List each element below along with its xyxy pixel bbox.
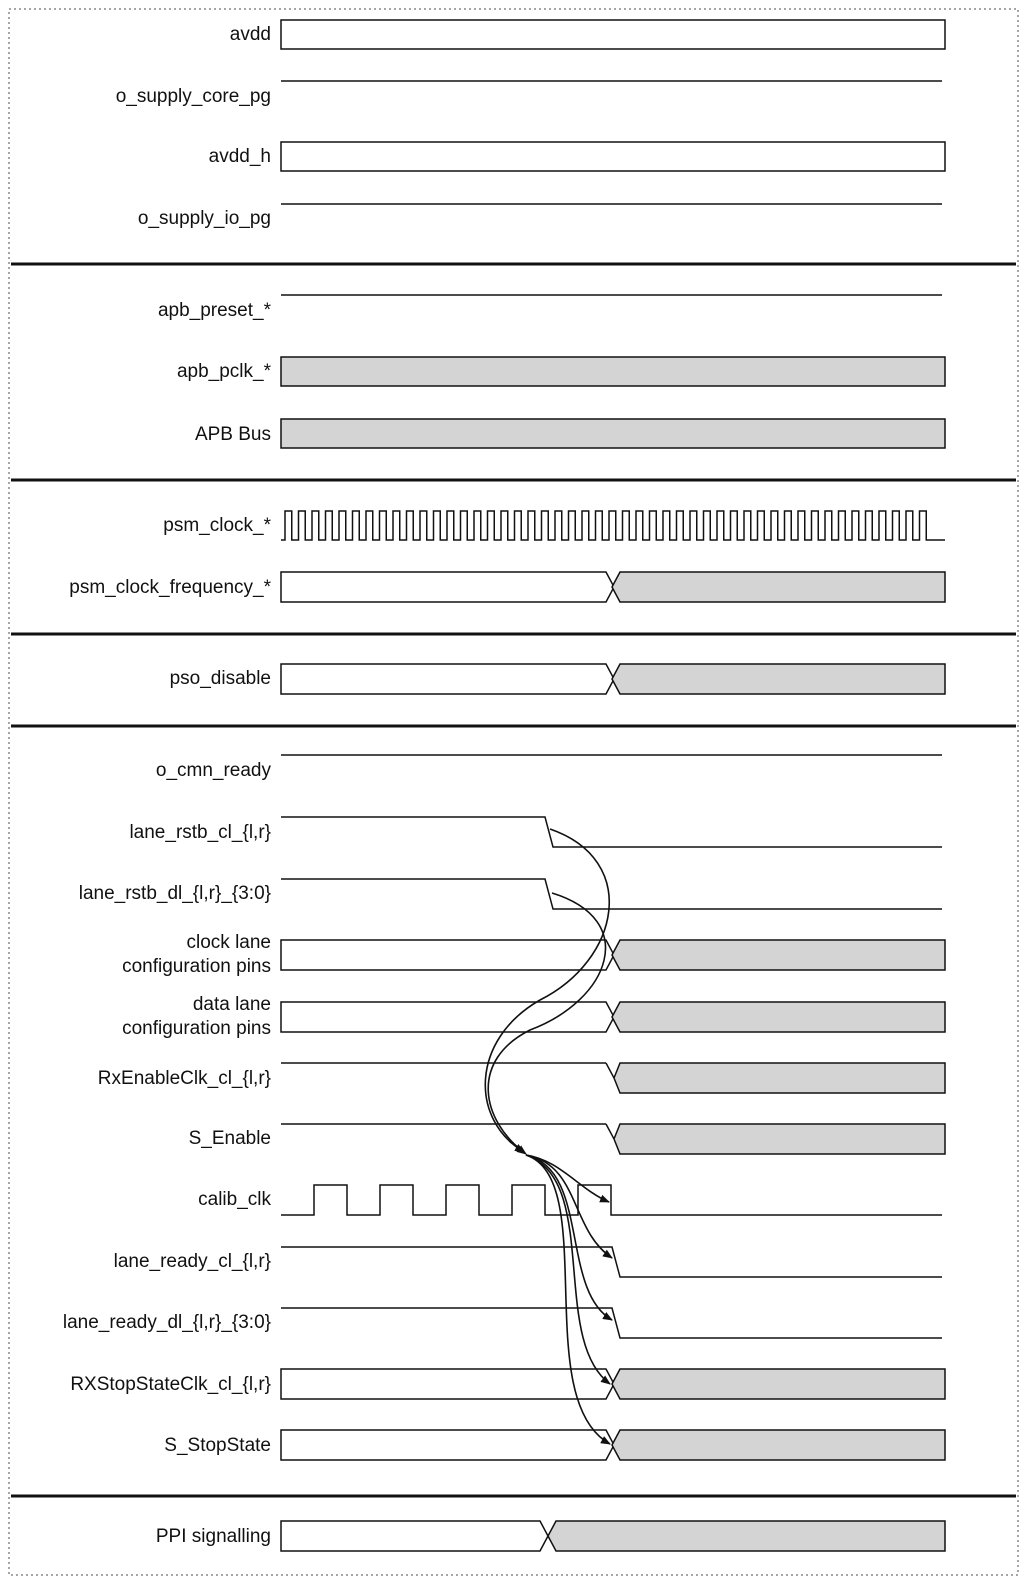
- label-lane-ready-cl: lane_ready_cl_{l,r}: [113, 1251, 271, 1272]
- label-s-stopstate: S_StopState: [164, 1435, 271, 1456]
- label-lane-rstb-dl: lane_rstb_dl_{l,r}_{3:0}: [78, 883, 271, 904]
- label-lane-rstb-cl: lane_rstb_cl_{l,r}: [129, 822, 271, 843]
- wave-calib-clk: [281, 1185, 942, 1215]
- label-data-lane-config-line1: data lane: [192, 994, 271, 1015]
- label-psm-clock: psm_clock_*: [163, 515, 271, 536]
- wave-clock-lane-config-valid: [281, 940, 614, 970]
- outer-border: [9, 9, 1018, 1575]
- arrow-s-enable-to-lane-ready-cl: [526, 1155, 612, 1258]
- wave-lane-rstb-cl: [281, 817, 942, 847]
- label-clock-lane-config-line2: configuration pins: [122, 956, 271, 977]
- wave-pso-disable-invalid: [612, 664, 945, 694]
- wave-avdd-h: [281, 142, 945, 171]
- wave-data-lane-config-valid: [281, 1002, 614, 1032]
- wave-s-stopstate-valid: [281, 1430, 614, 1460]
- label-pso-disable: pso_disable: [169, 668, 271, 689]
- arrow-s-enable-to-s-stopstate: [526, 1155, 610, 1444]
- wave-clock-lane-config-invalid: [612, 940, 945, 970]
- wave-avdd: [281, 20, 945, 49]
- wave-s-enable-invalid: [606, 1124, 945, 1154]
- wave-pso-disable-valid: [281, 664, 614, 694]
- wave-lane-ready-cl: [281, 1247, 942, 1277]
- wave-apb-pclk: [281, 357, 945, 386]
- wave-rx-stopstate-clk-valid: [281, 1369, 614, 1399]
- label-avdd: avdd: [229, 24, 271, 45]
- wave-apb-bus: [281, 419, 945, 448]
- label-rx-enable-clk: RxEnableClk_cl_{l,r}: [97, 1068, 271, 1089]
- label-rx-stopstate-clk: RXStopStateClk_cl_{l,r}: [70, 1374, 271, 1395]
- label-avdd-h: avdd_h: [208, 146, 271, 167]
- wave-lane-ready-dl: [281, 1308, 942, 1338]
- label-o-cmn-ready: o_cmn_ready: [155, 760, 271, 781]
- label-apb-pclk: apb_pclk_*: [176, 361, 271, 382]
- label-lane-ready-dl: lane_ready_dl_{l,r}_{3:0}: [62, 1312, 271, 1333]
- wave-lane-rstb-dl: [281, 879, 942, 909]
- label-ppi-signalling: PPI signalling: [155, 1526, 271, 1547]
- arrow-s-enable-to-lane-ready-dl: [526, 1155, 612, 1320]
- wave-psm-clock-frequency-invalid: [612, 572, 945, 602]
- wave-psm-clock-frequency-valid: [281, 572, 614, 602]
- label-clock-lane-config-line1: clock lane: [186, 932, 271, 953]
- label-calib-clk: calib_clk: [198, 1189, 271, 1210]
- wave-psm-clock: [281, 511, 945, 540]
- label-o-supply-io-pg: o_supply_io_pg: [137, 208, 271, 229]
- wave-ppi-signalling-valid: [281, 1521, 548, 1551]
- wave-s-stopstate-invalid: [612, 1430, 945, 1460]
- label-apb-preset: apb_preset_*: [157, 300, 271, 321]
- wave-rx-stopstate-clk-invalid: [612, 1369, 945, 1399]
- label-data-lane-config-line2: configuration pins: [122, 1018, 271, 1039]
- label-apb-bus: APB Bus: [194, 424, 271, 445]
- wave-data-lane-config-invalid: [612, 1002, 945, 1032]
- label-s-enable: S_Enable: [188, 1128, 271, 1149]
- label-psm-clock-frequency: psm_clock_frequency_*: [69, 577, 271, 598]
- label-o-supply-core-pg: o_supply_core_pg: [115, 86, 271, 107]
- wave-ppi-signalling-invalid: [548, 1521, 945, 1551]
- arrow-lane-rstb-cl-to-s-enable: [485, 829, 609, 1152]
- wave-rx-enable-clk-invalid: [606, 1063, 945, 1093]
